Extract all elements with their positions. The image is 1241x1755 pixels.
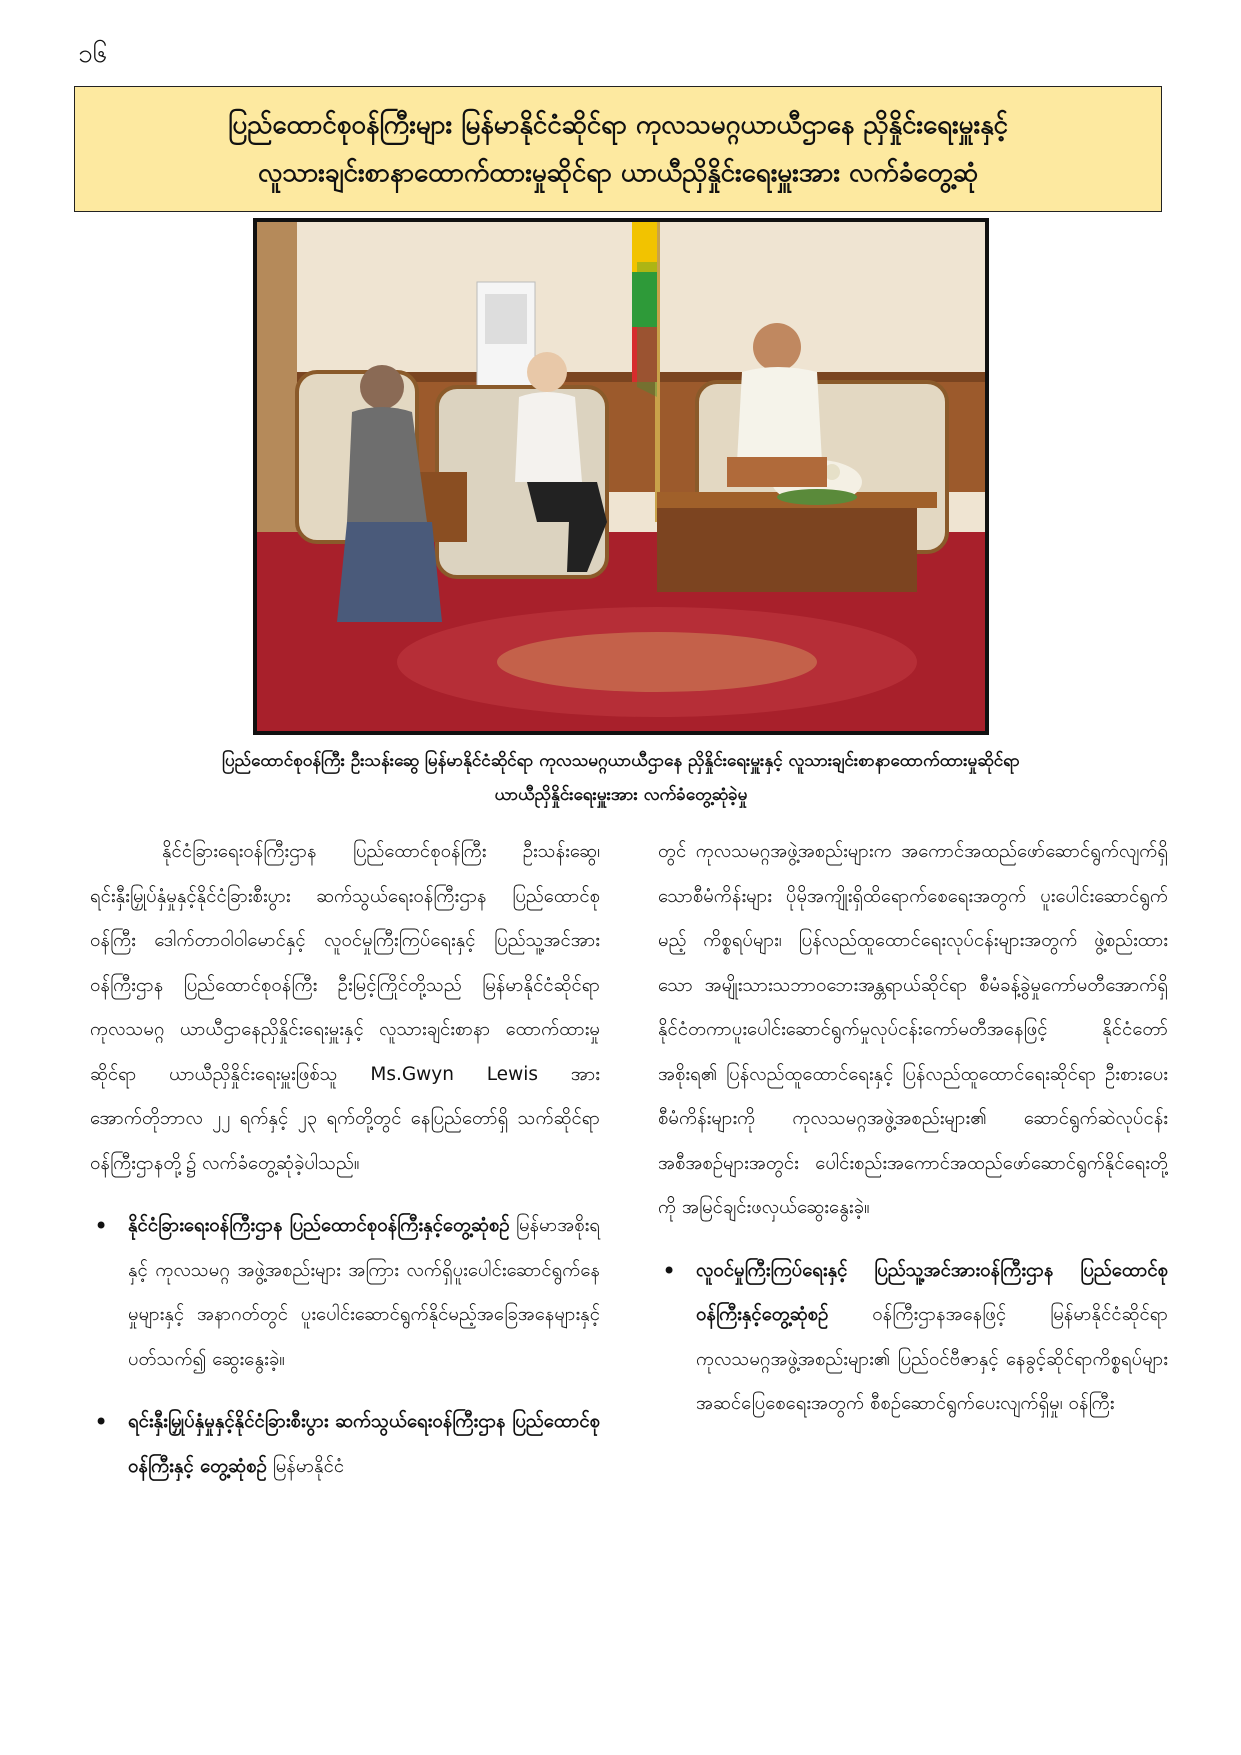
bullet-investment-text: မြန်မာနိုင်ငံ bbox=[266, 1455, 345, 1477]
page-number: ၁၆ bbox=[78, 39, 108, 69]
bullet-investment bbox=[90, 1400, 600, 1489]
continuation-paragraph: တွင် ကုလသမဂ္ဂအဖွဲ့အစည်းများက အကောင်အထည်ဖော်ဆောင်ရွက်လျက်ရှိသောစီမံကိန်းများ ပိုမိုအကျိုးရှိထိရောက်စေရေးအတွက် ပူးပေါင်းဆောင်ရွက်မည့် ကိစ္စရပ်များ၊ ပြန်လည်ထူထောင်ရေးလုပ်ငန်းများအတွက် ဖွဲ့စည်းထားသော အမျိုးသားသဘာဝဘေးအန္တရာယ်ဆိုင်ရာ စီမံခန့်ခွဲမှုကော်မတီအောက်ရှိ နိုင်ငံတကာပူးပေါင်းဆောင်ရွက်မှုလုပ်ငန်းကော်မတီအနေဖြင့် နိုင်ငံတော်အစိုးရ၏ ပြန်လည်ထူထောင်ရေးနှင့် ပြန်လည်ထူထောင်ရေးဆိုင်ရာ ဦးစားပေးစီမံကိန်းများကို ကုလသမဂ္ဂအဖွဲ့အစည်းများ၏ ဆောင်ရွက်ဆဲလုပ်ငန်းအစီအစဉ်များအတွင်း ပေါင်းစည်းအကောင်အထည်ဖော်ဆောင်ရွက်နိုင်ရေးတို့ကို အမြင်ချင်းဖလှယ်ဆွေးနွေးခဲ့။ bbox=[658, 841, 1168, 1218]
article-title-box bbox=[74, 86, 1162, 212]
bullet-foreign-affairs-heading: နိုင်ငံခြားရေးဝန်ကြီးဌာန ပြည်ထောင်စုဝန်ကြီးနှင့်တွေ့ဆုံစဉ် bbox=[128, 1215, 510, 1236]
bullet-immigration-heading: လူဝင်မှုကြီးကြပ်ရေးနှင့် ပြည်သူ့အင်အားဝန်ကြီးဌာန ပြည်ထောင်စုဝန်ကြီးနှင့်တွေ့ဆုံစဉ် bbox=[696, 1259, 1168, 1325]
photo-caption bbox=[74, 744, 1168, 812]
left-column bbox=[90, 830, 600, 1489]
title-line-2: လူသားချင်းစာနာထောက်ထားမှုဆိုင်ရာ ယာယီညှိနှိုင်းရေးမှူးအား လက်ခံတွေ့ဆုံ bbox=[257, 158, 978, 188]
meeting-photo bbox=[253, 218, 989, 735]
bullet-investment-heading: ရင်းနှီးမြှုပ်နှံမှုနှင့်နိုင်ငံခြားစီးပွား ဆက်သွယ်ရေးဝန်ကြီးဌာန ပြည်ထောင်စုဝန်ကြီးနှင့် တွေ့ဆုံစဉ် bbox=[128, 1411, 600, 1477]
meeting-photo-illustration bbox=[257, 222, 985, 731]
caption-line-1: ပြည်ထောင်စုဝန်ကြီး ဦးသန်းဆွေ မြန်မာနိုင်ငံဆိုင်ရာ ကုလသမဂ္ဂယာယီဌာနေ ညှိနှိုင်းရေးမှူးနှင့် လူသားချင်းစာနာထောက်ထားမှုဆိုင်ရာ bbox=[222, 751, 1020, 771]
title-line-1: ပြည်ထောင်စုဝန်ကြီးများ မြန်မာနိုင်ငံဆိုင်ရာ ကုလသမဂ္ဂယာယီဌာနေ ညှိနှိုင်းရေးမှူးနှင့် bbox=[228, 110, 1008, 140]
bullet-foreign-affairs bbox=[90, 1204, 600, 1382]
caption-line-2: ယာယီညှိနှိုင်းရေးမှူးအား လက်ခံတွေ့ဆုံခဲ့မှု bbox=[494, 785, 748, 805]
intro-paragraph: နိုင်ငံခြားရေးဝန်ကြီးဌာန ပြည်ထောင်စုဝန်ကြီး ဦးသန်းဆွေ၊ ရင်းနှီးမြှုပ်နှံမှုနှင့်နိုင်ငံခြားစီးပွား ဆက်သွယ်ရေးဝန်ကြီးဌာန ပြည်ထောင်စုဝန်ကြီး ဒေါက်တာဝါဝါမောင်နှင့် လူဝင်မှုကြီးကြပ်ရေးနှင့် ပြည်သူ့အင်အားဝန်ကြီးဌာန ပြည်ထောင်စုဝန်ကြီး ဦးမြင့်ကြိုင်တို့သည် မြန်မာနိုင်ငံဆိုင်ရာ ကုလသမဂ္ဂ ယာယီဌာနေညှိနှိုင်းရေးမှူးနှင့် လူသားချင်းစာနာ ထောက်ထားမှုဆိုင်ရာ ယာယီညှိနှိုင်းရေးမှူးဖြစ်သူ Ms.Gwyn Lewis အား အောက်တိုဘာလ ၂၂ ရက်နှင့် ၂၃ ရက်တို့တွင် နေပြည်တော်ရှိ သက်ဆိုင်ရာဝန်ကြီးဌာနတို့၌ လက်ခံတွေ့ဆုံခဲ့ပါသည်။ bbox=[90, 841, 600, 1174]
bullet-immigration bbox=[658, 1249, 1168, 1427]
right-column bbox=[658, 830, 1168, 1427]
bullet-foreign-affairs-text: မြန်မာအစိုးရနှင့် ကုလသမဂ္ဂ အဖွဲ့အစည်းများ အကြား လက်ရှိပူးပေါင်းဆောင်ရွက်နေမှုများနှင့် အနာဂတ်တွင် ပူးပေါင်းဆောင်ရွက်နိုင်မည့်အခြေအနေများနှင့် ပတ်သက်၍ ဆွေးနွေးခဲ့။ bbox=[128, 1215, 600, 1370]
bullet-immigration-text: ဝန်ကြီးဌာနအနေဖြင့် မြန်မာနိုင်ငံဆိုင်ရာ ကုလသမဂ္ဂအဖွဲ့အစည်းများ၏ ပြည်ဝင်ဗီဇာနှင့် နေခွင့်ဆိုင်ရာကိစ္စရပ်များ အဆင်ပြေစေရေးအတွက် စီစဉ်ဆောင်ရွက်ပေးလျက်ရှိမှု၊ ဝန်ကြီး bbox=[696, 1304, 1168, 1414]
